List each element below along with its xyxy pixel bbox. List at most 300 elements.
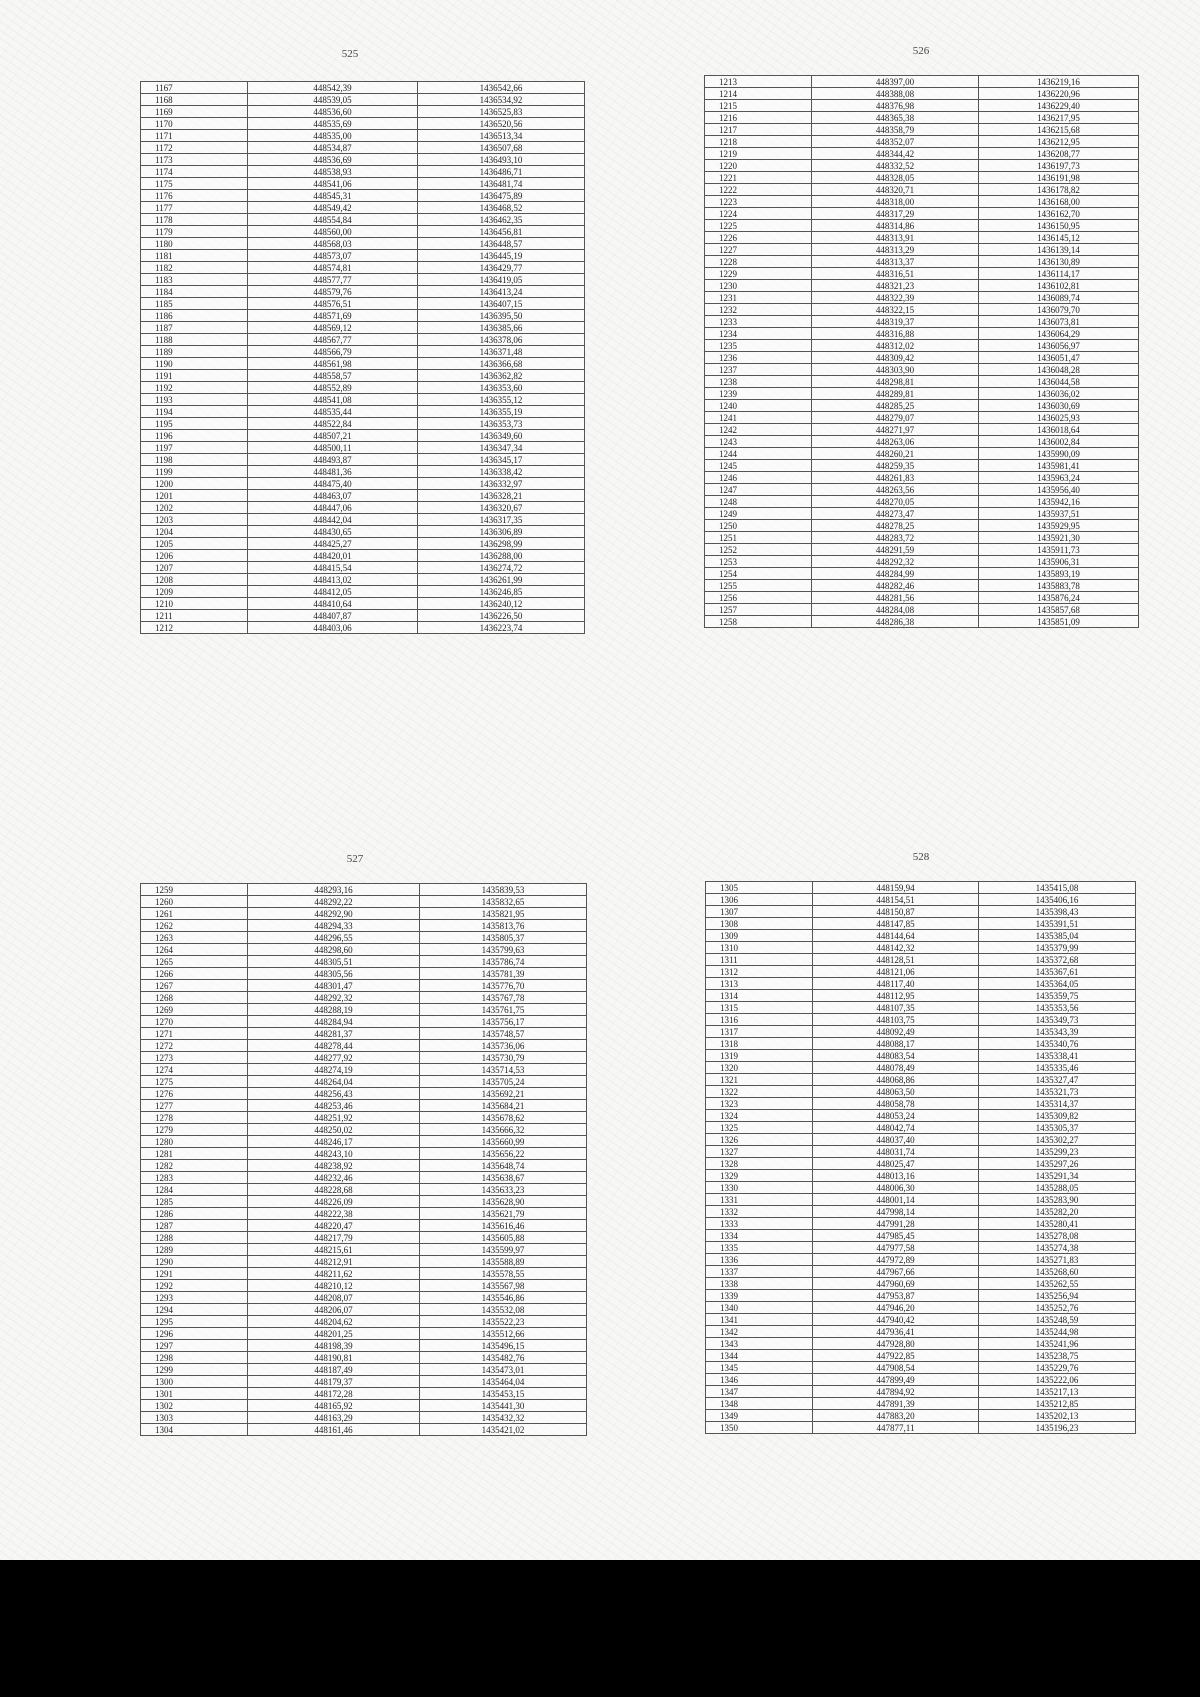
- table-row: [141, 490, 585, 502]
- y-coordinate-cell: 1435522,23: [420, 1316, 587, 1328]
- point-number-cell: 1213: [705, 76, 812, 88]
- table-row: [705, 388, 1139, 400]
- x-coordinate-cell: 448309,42: [812, 352, 979, 364]
- y-coordinate-cell: 1435268,60: [979, 1266, 1136, 1278]
- x-coordinate-cell: 448571,69: [248, 310, 418, 322]
- point-number-cell: 1313: [706, 978, 813, 990]
- table-row: [141, 286, 585, 298]
- table-row: [706, 882, 1136, 894]
- table-row: [141, 274, 585, 286]
- y-coordinate-cell: 1436051,47: [979, 352, 1139, 364]
- x-coordinate-cell: 448322,15: [812, 304, 979, 316]
- y-coordinate-cell: 1435364,05: [979, 978, 1136, 990]
- y-coordinate-cell: 1435876,24: [979, 592, 1139, 604]
- x-coordinate-cell: 448088,17: [813, 1038, 979, 1050]
- table-row: [141, 238, 585, 250]
- point-number-cell: 1212: [141, 622, 248, 634]
- point-number-cell: 1169: [141, 106, 248, 118]
- point-number-cell: 1286: [141, 1208, 248, 1220]
- x-coordinate-cell: 448037,40: [813, 1134, 979, 1146]
- table-row: [141, 622, 585, 634]
- table-row: [141, 478, 585, 490]
- y-coordinate-cell: 1435441,30: [420, 1400, 587, 1412]
- x-coordinate-cell: 448535,69: [248, 118, 418, 130]
- table-row: [141, 214, 585, 226]
- x-coordinate-cell: 448541,08: [248, 394, 418, 406]
- point-number-cell: 1275: [141, 1076, 248, 1088]
- x-coordinate-cell: 448292,32: [812, 556, 979, 568]
- x-coordinate-cell: 447877,11: [813, 1422, 979, 1434]
- y-coordinate-cell: 1436162,70: [979, 208, 1139, 220]
- table-row: [141, 154, 585, 166]
- table-row: [706, 1374, 1136, 1386]
- y-coordinate-cell: 1436306,89: [418, 526, 585, 538]
- x-coordinate-cell: 448447,06: [248, 502, 418, 514]
- x-coordinate-cell: 448289,81: [812, 388, 979, 400]
- y-coordinate-cell: 1435372,68: [979, 954, 1136, 966]
- x-coordinate-cell: 448303,90: [812, 364, 979, 376]
- x-coordinate-cell: 448187,49: [248, 1364, 420, 1376]
- x-coordinate-cell: 448270,05: [812, 496, 979, 508]
- table-row: [706, 954, 1136, 966]
- x-coordinate-cell: 448294,33: [248, 920, 420, 932]
- y-coordinate-cell: 1435321,73: [979, 1086, 1136, 1098]
- table-row: [141, 1400, 587, 1412]
- point-number-cell: 1219: [705, 148, 812, 160]
- point-number-cell: 1253: [705, 556, 812, 568]
- table-row: [141, 896, 587, 908]
- point-number-cell: 1173: [141, 154, 248, 166]
- y-coordinate-cell: 1435406,16: [979, 894, 1136, 906]
- table-row: [141, 358, 585, 370]
- y-coordinate-cell: 1435302,27: [979, 1134, 1136, 1146]
- x-coordinate-cell: 448358,79: [812, 124, 979, 136]
- table-row: [141, 538, 585, 550]
- y-coordinate-cell: 1436355,12: [418, 394, 585, 406]
- y-coordinate-cell: 1435599,97: [420, 1244, 587, 1256]
- y-coordinate-cell: 1436362,82: [418, 370, 585, 382]
- point-number-cell: 1289: [141, 1244, 248, 1256]
- x-coordinate-cell: 448220,47: [248, 1220, 420, 1232]
- table-row: [141, 334, 585, 346]
- point-number-cell: 1336: [706, 1254, 813, 1266]
- point-number-cell: 1288: [141, 1232, 248, 1244]
- point-number-cell: 1332: [706, 1206, 813, 1218]
- y-coordinate-cell: 1435832,65: [420, 896, 587, 908]
- x-coordinate-cell: 448332,52: [812, 160, 979, 172]
- point-number-cell: 1208: [141, 574, 248, 586]
- x-coordinate-cell: 448430,65: [248, 526, 418, 538]
- point-number-cell: 1242: [705, 424, 812, 436]
- y-coordinate-cell: 1436542,66: [418, 82, 585, 94]
- table-row: [141, 1016, 587, 1028]
- y-coordinate-cell: 1435839,53: [420, 884, 587, 896]
- y-coordinate-cell: 1435238,75: [979, 1350, 1136, 1362]
- y-coordinate-cell: 1435714,53: [420, 1064, 587, 1076]
- point-number-cell: 1273: [141, 1052, 248, 1064]
- x-coordinate-cell: 448212,91: [248, 1256, 420, 1268]
- table-row: [705, 100, 1139, 112]
- table-row: [141, 1196, 587, 1208]
- y-coordinate-cell: 1436486,71: [418, 166, 585, 178]
- x-coordinate-cell: 448316,51: [812, 268, 979, 280]
- table-row: [141, 130, 585, 142]
- y-coordinate-cell: 1435748,57: [420, 1028, 587, 1040]
- point-number-cell: 1333: [706, 1218, 813, 1230]
- table-row: [141, 1232, 587, 1244]
- table-row: [706, 1050, 1136, 1062]
- x-coordinate-cell: 448092,49: [813, 1026, 979, 1038]
- x-coordinate-cell: 448534,87: [248, 142, 418, 154]
- x-coordinate-cell: 448410,64: [248, 598, 418, 610]
- y-coordinate-cell: 1435343,39: [979, 1026, 1136, 1038]
- x-coordinate-cell: 448068,86: [813, 1074, 979, 1086]
- x-coordinate-cell: 448031,74: [813, 1146, 979, 1158]
- point-number-cell: 1304: [141, 1424, 248, 1436]
- table-row: [706, 1206, 1136, 1218]
- point-number-cell: 1250: [705, 520, 812, 532]
- point-number-cell: 1235: [705, 340, 812, 352]
- table-row: [705, 292, 1139, 304]
- point-number-cell: 1239: [705, 388, 812, 400]
- coordinate-table-527: [140, 883, 587, 1436]
- y-coordinate-cell: 1436407,15: [418, 298, 585, 310]
- y-coordinate-cell: 1435628,90: [420, 1196, 587, 1208]
- x-coordinate-cell: 448561,98: [248, 358, 418, 370]
- table-row: [705, 208, 1139, 220]
- point-number-cell: 1181: [141, 250, 248, 262]
- point-number-cell: 1296: [141, 1328, 248, 1340]
- page-number-525: 525: [341, 48, 359, 60]
- x-coordinate-cell: 448161,46: [248, 1424, 420, 1436]
- table-row: [141, 454, 585, 466]
- point-number-cell: 1294: [141, 1304, 248, 1316]
- x-coordinate-cell: 448006,30: [813, 1182, 979, 1194]
- table-row: [706, 1314, 1136, 1326]
- y-coordinate-cell: 1436378,06: [418, 334, 585, 346]
- x-coordinate-cell: 447998,14: [813, 1206, 979, 1218]
- point-number-cell: 1206: [141, 550, 248, 562]
- y-coordinate-cell: 1435893,19: [979, 568, 1139, 580]
- point-number-cell: 1215: [705, 100, 812, 112]
- y-coordinate-cell: 1435821,95: [420, 908, 587, 920]
- point-number-cell: 1261: [141, 908, 248, 920]
- point-number-cell: 1245: [705, 460, 812, 472]
- point-number-cell: 1240: [705, 400, 812, 412]
- point-number-cell: 1203: [141, 514, 248, 526]
- y-coordinate-cell: 1435473,01: [420, 1364, 587, 1376]
- y-coordinate-cell: 1435761,75: [420, 1004, 587, 1016]
- y-coordinate-cell: 1435911,73: [979, 544, 1139, 556]
- table-row: [706, 1194, 1136, 1206]
- x-coordinate-cell: 448284,08: [812, 604, 979, 616]
- y-coordinate-cell: 1436178,82: [979, 184, 1139, 196]
- y-coordinate-cell: 1435981,41: [979, 460, 1139, 472]
- point-number-cell: 1179: [141, 226, 248, 238]
- x-coordinate-cell: 448198,39: [248, 1340, 420, 1352]
- point-number-cell: 1338: [706, 1278, 813, 1290]
- x-coordinate-cell: 448260,21: [812, 448, 979, 460]
- y-coordinate-cell: 1435730,79: [420, 1052, 587, 1064]
- x-coordinate-cell: 448365,38: [812, 112, 979, 124]
- x-coordinate-cell: 448179,37: [248, 1376, 420, 1388]
- table-row: [141, 226, 585, 238]
- table-row: [141, 1124, 587, 1136]
- point-number-cell: 1316: [706, 1014, 813, 1026]
- table-row: [706, 1278, 1136, 1290]
- y-coordinate-cell: 1436413,24: [418, 286, 585, 298]
- table-row: [706, 1266, 1136, 1278]
- y-coordinate-cell: 1435813,76: [420, 920, 587, 932]
- table-row: [706, 1146, 1136, 1158]
- table-row: [141, 956, 587, 968]
- point-number-cell: 1258: [705, 616, 812, 628]
- x-coordinate-cell: 448147,85: [813, 918, 979, 930]
- point-number-cell: 1196: [141, 430, 248, 442]
- table-row: [141, 406, 585, 418]
- x-coordinate-cell: 448442,04: [248, 514, 418, 526]
- table-row: [141, 322, 585, 334]
- y-coordinate-cell: 1436456,81: [418, 226, 585, 238]
- y-coordinate-cell: 1436317,35: [418, 514, 585, 526]
- x-coordinate-cell: 448283,72: [812, 532, 979, 544]
- y-coordinate-cell: 1435616,46: [420, 1220, 587, 1232]
- point-number-cell: 1234: [705, 328, 812, 340]
- point-number-cell: 1267: [141, 980, 248, 992]
- y-coordinate-cell: 1435314,37: [979, 1098, 1136, 1110]
- table-row: [141, 908, 587, 920]
- table-row: [705, 304, 1139, 316]
- point-number-cell: 1307: [706, 906, 813, 918]
- y-coordinate-cell: 1435335,46: [979, 1062, 1136, 1074]
- x-coordinate-cell: 448042,74: [813, 1122, 979, 1134]
- point-number-cell: 1238: [705, 376, 812, 388]
- y-coordinate-cell: 1435799,63: [420, 944, 587, 956]
- y-coordinate-cell: 1435781,39: [420, 968, 587, 980]
- point-number-cell: 1293: [141, 1292, 248, 1304]
- y-coordinate-cell: 1436036,02: [979, 388, 1139, 400]
- table-row: [705, 256, 1139, 268]
- table-row: [705, 340, 1139, 352]
- point-number-cell: 1227: [705, 244, 812, 256]
- x-coordinate-cell: 448293,16: [248, 884, 420, 896]
- y-coordinate-cell: 1435929,95: [979, 520, 1139, 532]
- point-number-cell: 1263: [141, 932, 248, 944]
- point-number-cell: 1172: [141, 142, 248, 154]
- point-number-cell: 1199: [141, 466, 248, 478]
- x-coordinate-cell: 448344,42: [812, 148, 979, 160]
- y-coordinate-cell: 1435241,96: [979, 1338, 1136, 1350]
- page-number-527: 527: [346, 853, 364, 865]
- table-row: [141, 1376, 587, 1388]
- x-coordinate-cell: 448142,32: [813, 942, 979, 954]
- table-row: [141, 310, 585, 322]
- point-number-cell: 1243: [705, 436, 812, 448]
- point-number-cell: 1191: [141, 370, 248, 382]
- point-number-cell: 1340: [706, 1302, 813, 1314]
- x-coordinate-cell: 448285,25: [812, 400, 979, 412]
- y-coordinate-cell: 1436240,12: [418, 598, 585, 610]
- table-row: [141, 944, 587, 956]
- y-coordinate-cell: 1435482,76: [420, 1352, 587, 1364]
- x-coordinate-cell: 448282,46: [812, 580, 979, 592]
- x-coordinate-cell: 448541,06: [248, 178, 418, 190]
- x-coordinate-cell: 448312,02: [812, 340, 979, 352]
- x-coordinate-cell: 448403,06: [248, 622, 418, 634]
- x-coordinate-cell: 448053,24: [813, 1110, 979, 1122]
- x-coordinate-cell: 448420,01: [248, 550, 418, 562]
- y-coordinate-cell: 1435338,41: [979, 1050, 1136, 1062]
- y-coordinate-cell: 1436475,89: [418, 190, 585, 202]
- x-coordinate-cell: 447891,39: [813, 1398, 979, 1410]
- x-coordinate-cell: 448163,29: [248, 1412, 420, 1424]
- table-row: [141, 430, 585, 442]
- y-coordinate-cell: 1436130,89: [979, 256, 1139, 268]
- point-number-cell: 1314: [706, 990, 813, 1002]
- point-number-cell: 1192: [141, 382, 248, 394]
- table-row: [705, 352, 1139, 364]
- table-row: [705, 328, 1139, 340]
- x-coordinate-cell: 448292,32: [248, 992, 420, 1004]
- y-coordinate-cell: 1435196,23: [979, 1422, 1136, 1434]
- table-row: [706, 894, 1136, 906]
- y-coordinate-cell: 1435621,79: [420, 1208, 587, 1220]
- y-coordinate-cell: 1435776,70: [420, 980, 587, 992]
- point-number-cell: 1328: [706, 1158, 813, 1170]
- table-row: [706, 1026, 1136, 1038]
- point-number-cell: 1222: [705, 184, 812, 196]
- y-coordinate-cell: 1436274,72: [418, 562, 585, 574]
- table-row: [141, 202, 585, 214]
- point-number-cell: 1335: [706, 1242, 813, 1254]
- table-row: [141, 920, 587, 932]
- point-number-cell: 1255: [705, 580, 812, 592]
- y-coordinate-cell: 1436525,83: [418, 106, 585, 118]
- table-row: [141, 884, 587, 896]
- x-coordinate-cell: 448251,92: [248, 1112, 420, 1124]
- y-coordinate-cell: 1435432,32: [420, 1412, 587, 1424]
- x-coordinate-cell: 448412,05: [248, 586, 418, 598]
- x-coordinate-cell: 448322,39: [812, 292, 979, 304]
- table-row: [141, 1076, 587, 1088]
- point-number-cell: 1262: [141, 920, 248, 932]
- y-coordinate-cell: 1436520,56: [418, 118, 585, 130]
- point-number-cell: 1257: [705, 604, 812, 616]
- table-row: [141, 574, 585, 586]
- y-coordinate-cell: 1436448,57: [418, 238, 585, 250]
- table-row: [141, 1256, 587, 1268]
- x-coordinate-cell: 448278,25: [812, 520, 979, 532]
- x-coordinate-cell: 448319,37: [812, 316, 979, 328]
- y-coordinate-cell: 1436168,00: [979, 196, 1139, 208]
- y-coordinate-cell: 1435297,26: [979, 1158, 1136, 1170]
- x-coordinate-cell: 448535,00: [248, 130, 418, 142]
- table-row: [141, 1028, 587, 1040]
- x-coordinate-cell: 448292,90: [248, 908, 420, 920]
- x-coordinate-cell: 447894,92: [813, 1386, 979, 1398]
- x-coordinate-cell: 448013,16: [813, 1170, 979, 1182]
- x-coordinate-cell: 448298,81: [812, 376, 979, 388]
- point-number-cell: 1236: [705, 352, 812, 364]
- y-coordinate-cell: 1435937,51: [979, 508, 1139, 520]
- point-number-cell: 1207: [141, 562, 248, 574]
- x-coordinate-cell: 448507,21: [248, 430, 418, 442]
- point-number-cell: 1230: [705, 280, 812, 292]
- x-coordinate-cell: 448301,47: [248, 980, 420, 992]
- point-number-cell: 1330: [706, 1182, 813, 1194]
- y-coordinate-cell: 1435421,02: [420, 1424, 587, 1436]
- point-number-cell: 1259: [141, 884, 248, 896]
- y-coordinate-cell: 1436002,84: [979, 436, 1139, 448]
- table-row: [141, 1280, 587, 1292]
- table-row: [705, 472, 1139, 484]
- table-row: [141, 1244, 587, 1256]
- point-number-cell: 1174: [141, 166, 248, 178]
- page-number-528: 528: [912, 851, 930, 863]
- point-number-cell: 1193: [141, 394, 248, 406]
- point-number-cell: 1256: [705, 592, 812, 604]
- x-coordinate-cell: 448238,92: [248, 1160, 420, 1172]
- table-row: [706, 1122, 1136, 1134]
- x-coordinate-cell: 448078,49: [813, 1062, 979, 1074]
- y-coordinate-cell: 1435805,37: [420, 932, 587, 944]
- x-coordinate-cell: 448206,07: [248, 1304, 420, 1316]
- x-coordinate-cell: 448579,76: [248, 286, 418, 298]
- y-coordinate-cell: 1435359,75: [979, 990, 1136, 1002]
- table-row: [705, 556, 1139, 568]
- table-row: [706, 966, 1136, 978]
- y-coordinate-cell: 1435415,08: [979, 882, 1136, 894]
- table-row: [706, 990, 1136, 1002]
- table-row: [141, 1004, 587, 1016]
- x-coordinate-cell: 447972,89: [813, 1254, 979, 1266]
- y-coordinate-cell: 1436089,74: [979, 292, 1139, 304]
- table-row: [141, 94, 585, 106]
- point-number-cell: 1279: [141, 1124, 248, 1136]
- point-number-cell: 1211: [141, 610, 248, 622]
- y-coordinate-cell: 1435288,05: [979, 1182, 1136, 1194]
- point-number-cell: 1341: [706, 1314, 813, 1326]
- point-number-cell: 1308: [706, 918, 813, 930]
- x-coordinate-cell: 448246,17: [248, 1136, 420, 1148]
- table-row: [705, 232, 1139, 244]
- x-coordinate-cell: 447940,42: [813, 1314, 979, 1326]
- x-coordinate-cell: 448288,19: [248, 1004, 420, 1016]
- table-row: [705, 520, 1139, 532]
- table-row: [705, 364, 1139, 376]
- y-coordinate-cell: 1436079,70: [979, 304, 1139, 316]
- y-coordinate-cell: 1435283,90: [979, 1194, 1136, 1206]
- x-coordinate-cell: 448574,81: [248, 262, 418, 274]
- x-coordinate-cell: 448567,77: [248, 334, 418, 346]
- coordinate-table-526: [704, 75, 1139, 628]
- x-coordinate-cell: 448577,77: [248, 274, 418, 286]
- point-number-cell: 1214: [705, 88, 812, 100]
- point-number-cell: 1201: [141, 490, 248, 502]
- table-row: [141, 1412, 587, 1424]
- y-coordinate-cell: 1436481,74: [418, 178, 585, 190]
- table-row: [706, 1074, 1136, 1086]
- x-coordinate-cell: 448318,00: [812, 196, 979, 208]
- point-number-cell: 1217: [705, 124, 812, 136]
- point-number-cell: 1187: [141, 322, 248, 334]
- table-row: [705, 580, 1139, 592]
- y-coordinate-cell: 1435212,85: [979, 1398, 1136, 1410]
- y-coordinate-cell: 1435222,06: [979, 1374, 1136, 1386]
- x-coordinate-cell: 448397,00: [812, 76, 979, 88]
- table-row: [141, 370, 585, 382]
- x-coordinate-cell: 448001,14: [813, 1194, 979, 1206]
